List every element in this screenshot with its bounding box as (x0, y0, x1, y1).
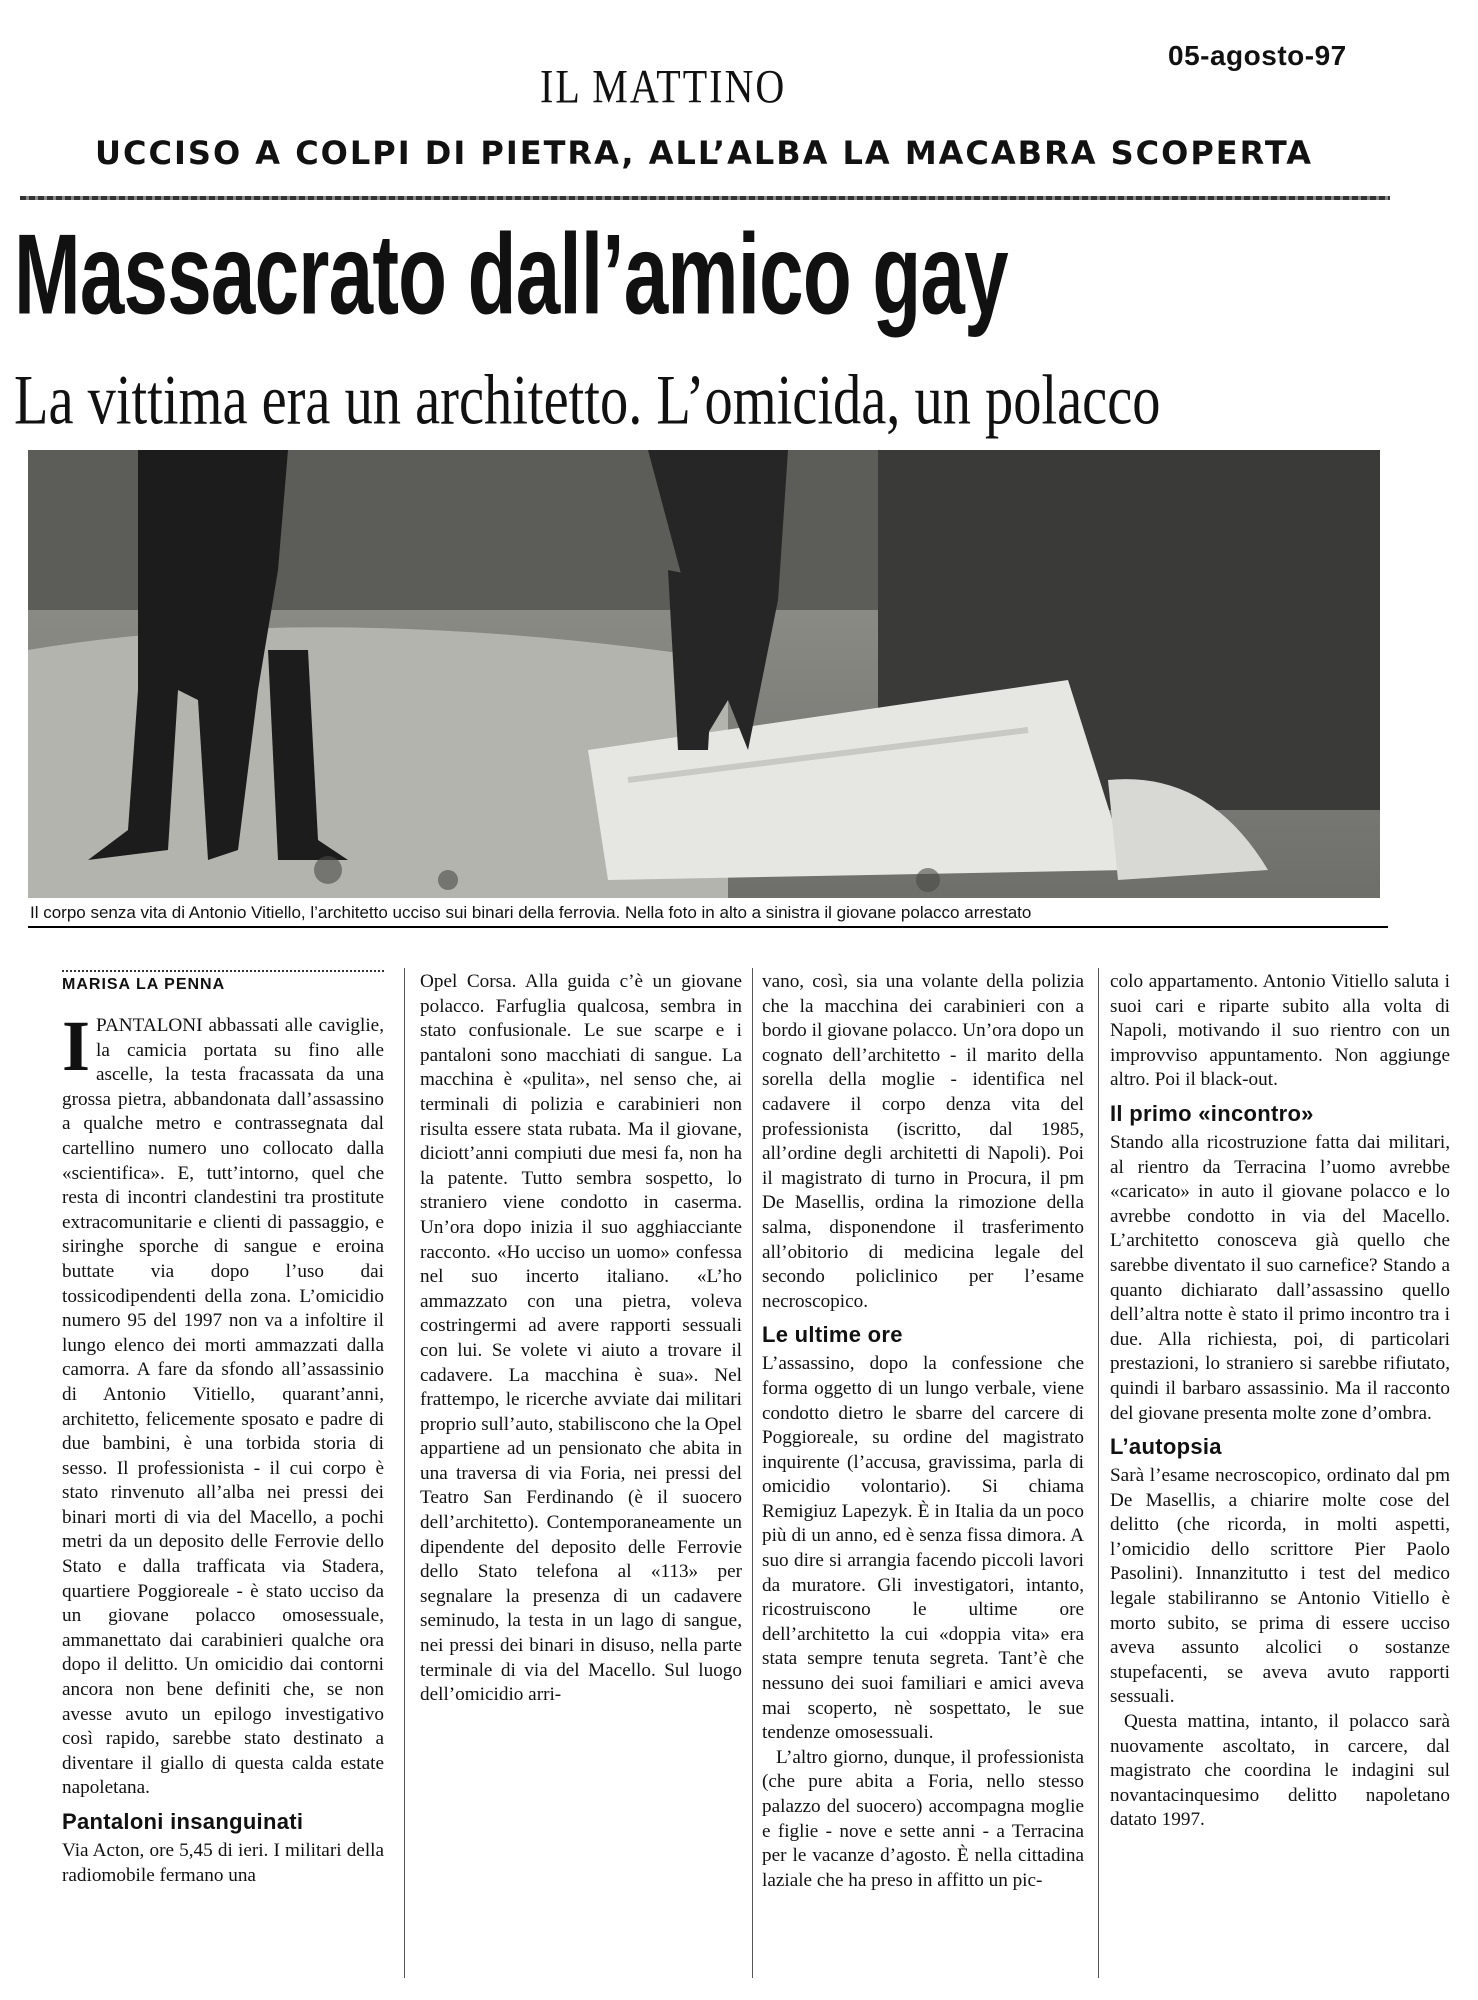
section-subtitle: Il primo «incontro» (1110, 1100, 1314, 1126)
article-paragraph: Via Acton, ore 5,45 di ieri. I militari della radiomobile fermano una (62, 1840, 384, 1886)
article-column-3 (762, 970, 1084, 1893)
article-paragraph-continued: colo appartamento. Antonio Vitiello saluta i suoi cari e riparte subito alla volta di Napoli, motivando il suo rientro con un improvviso appuntamento. Non aggiunge altro. Poi il black-out. (1110, 971, 1450, 1091)
column-divider (404, 968, 405, 1978)
article-paragraph: Questa mattina, intanto, il polacco sarà nuovamente ascoltato, in carcere, dal magistrato che coordina le indagini sul novantacinquesimo delitto napoletano datato 1997. (1110, 1711, 1450, 1831)
section-subtitle: L’autopsia (1110, 1434, 1222, 1460)
article-paragraph-continued: Opel Corsa. Alla guida c’è un giovane polacco. Farfuglia qualcosa, sembra in stato confusionale. Le sue scarpe e i pantaloni sono macchiati di sangue. La macchina è «pulita», nel senso che, ai terminali di polizia e carabinieri non risulta essere stata rubata. Ma il giovane, diciott’anni compiuti due mesi fa, non ha la patente. Tutto sembra sospetto, lo straniero viene condotto in caserma. Un’ora dopo inizia il suo agghiacciante racconto. «Ho ucciso un uomo» confessa nel suo incerto italiano. «L’ho ammazzato con una pietra, voleva costringermi ad avere rapporti sessuali con lui. Se volete vi aiuto a trovare il cadavere. La macchina è sua». Nel frattempo, le ricerche avviate dai militari proprio sull’auto, stabiliscono che la Opel appartiene ad un pensionato che abita in una traversa di via Foria, nei pressi del Teatro San Ferdinando (è il suocero dell’architetto). Contemporaneamente un dipendente del deposito delle Ferrovie dello Stato telefona al «113» per segnalare la presenza di un cadavere seminudo, la testa in un lago di sangue, nei pressi dei binari in disuso, nella parte terminale di via del Macello. Sul luogo dell’omicidio arri- (420, 971, 742, 1706)
drop-cap: I (62, 1006, 91, 1086)
article-paragraph: Stando alla ricostruzione fatta dai militari, al rientro da Terracina l’uomo avrebbe «caricato» in auto il giovane polacco e lo avrebbe condotto in via del Macello. L’architetto conosceva già quello che sarebbe diventato il suo carnefice? Stando a quanto dichiarato dall’assassino quello dell’altra notte è stato il primo incontro tra i due. Alla richiesta, poi, di particolari prestazioni, lo straniero si sarebbe rifiutato, quindi il barbaro assassinio. Ma il racconto del giovane presenta molte zone d’ombra. (1110, 1131, 1450, 1424)
byline: MARISA LA PENNA (62, 970, 384, 994)
article-column-1 (62, 970, 384, 1888)
article-paragraph (62, 1006, 384, 1801)
article-column-4 (1110, 970, 1450, 1833)
section-subtitle: Pantaloni insanguinati (62, 1809, 304, 1834)
column-divider (752, 968, 753, 1978)
section-subtitle: Le ultime ore (762, 1322, 903, 1348)
article-paragraph: Sarà l’esame necroscopico, ordinato dal pm De Masellis, a chiarire molte cose del delitto (che ricorda, in molti aspetti, l’omicidio dello scrittore Pier Paolo Pasolini). Innanzitutto i test del medico legale stabiliranno se Antonio Vitiello è morto subito, se prima di essere ucciso aveva assunto alcolici o sostanze stupefacenti, se aveva avuto rapporti sessuali. (1110, 1465, 1450, 1708)
caption-rule (28, 926, 1388, 928)
article-paragraph-continued: vano, così, sia una volante della polizia che la macchina dei carabinieri con a bordo il giovane polacco. Un’ora dopo un cognato dell’architetto - il marito della sorella della moglie - identifica nel cadavere il corpo denza vita del professionista (iscritto, dal 1985, all’ordine degli architetti di Napoli). Poi il magistrato di turno in Procura, il pm De Masellis, ordina la rimozione della salma, disponendone il trasferimento all’obitorio di medicina legale del secondo policlinico per l’esame necroscopico. (762, 971, 1084, 1312)
column-divider (1098, 968, 1099, 1978)
kicker-headline: UCCISO A COLPI DI PIETRA, ALL’ALBA LA MACABRA SCOPERTA (95, 134, 1313, 172)
photo-caption: Il corpo senza vita di Antonio Vitiello, l’architetto ucciso sui binari della ferrovia. Nella foto in alto a sinistra il giovane polacco arrestato (30, 903, 1032, 922)
clipping-date: 05-agosto-97 (1168, 40, 1347, 71)
lead-smallcaps: PANTALONI (96, 1015, 203, 1036)
news-photo (28, 450, 1380, 898)
article-paragraph: L’assassino, dopo la confessione che forma oggetto di un lungo verbale, viene condotto dietro le sbarre del carcere di Poggioreale, su ordine del magistrato inquirente (l’accusa, gravissima, parla di omicidio volontario). Si chiama Remigiuz Lapezyk. È in Italia da un poco più di un anno, ed è senza fissa dimora. A suo dire si arrangia facendo piccoli lavori da muratore. Gli investigatori, intanto, ricostruiscono le ultime ore dell’architetto la cui «doppia vita» era stata sempre tenuta segreta. Tant’è che nessuno dei suoi familiari e amici aveva mai scoperto, nè sospettato, le sue tendenze omosessuali. (762, 1353, 1084, 1744)
article-paragraph: L’altro giorno, dunque, il professionista (che pure abita a Foria, nello stesso palazzo del suocero) accompagna moglie e figlie - nove e sette anni - a Terracina per le vacanze d’agosto. È nella cittadina laziale che ha preso in affitto un pic- (762, 1746, 1084, 1891)
paragraph-text: abbassati alle caviglie, la camicia portata su fino alle ascelle, la testa fracassata da una grossa pietra, abbandonata dall’assassino a qualche metro e contrassegnata dal cartellino numero uno collocato dalla «scientifica». E, tutt’intorno, quel che resta di incontri clandestini tra prostitute extracomunitarie e clienti di passaggio, e siringhe sporche di sangue e eroina buttate via dopo l’uso dai tossicodipendenti della zona. L’omicidio numero 95 del 1997 non va a infoltire il lungo elenco dei morti ammazzati dalla camorra. A fare da sfondo all’assassinio di Antonio Vitiello, quarant’anni, architetto, felicemente sposato e padre di due bambini, è una torbida storia di sesso. Il professionista - il cui corpo è stato rinvenuto all’alba nei pressi dei binari morti di via del Macello, a pochi metri da un deposito delle Ferrovie dello Stato e dalla trafficata via Stadera, quartiere Poggioreale - è stato ucciso da un giovane polacco omosessuale, ammanettato dai carabinieri qualche ora dopo il delitto. Un omicidio dai contorni ancora non bene definiti che, se non avesse avuto un epilogo investigativo così rapido, sarebbe stato destinato a diventare il giallo di questa calda estate napoletana. (62, 1015, 384, 1799)
header-rule (20, 196, 1390, 200)
sub-headline: La vittima era un architetto. L’omicida, un polacco (14, 361, 1161, 440)
crime-scene-photo-illustration (28, 450, 1380, 898)
article-column-2 (420, 970, 742, 1708)
newspaper-masthead: IL MATTINO (540, 59, 787, 114)
main-headline: Massacrato dall’amico gay (14, 211, 1008, 339)
